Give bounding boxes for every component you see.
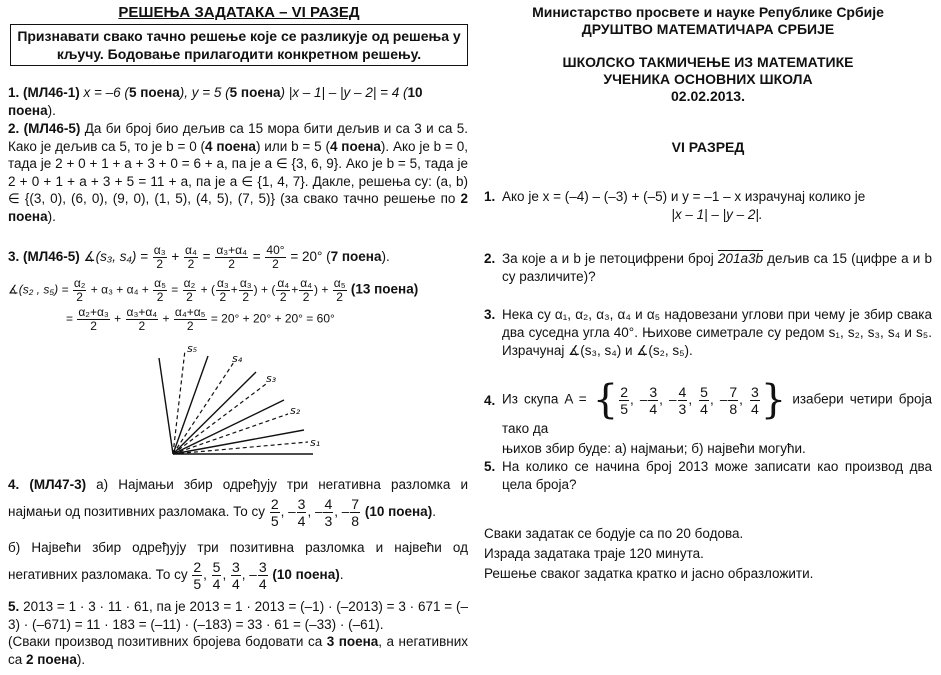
five-digit-number: 201a3b <box>717 251 763 266</box>
grade-title: VI РАЗРЕД <box>671 139 745 155</box>
label-s4: s₄ <box>232 352 243 365</box>
exam-footer: Сваки задатак се бодује са по 20 бодова. Израда задатака траје 120 минута. Решење сваког задатка кратко и јасно образложити. <box>484 526 814 581</box>
set-brace-open: { <box>592 377 619 423</box>
exam-date: 02.02.2013. <box>671 88 745 104</box>
solution-4b-fractions: $\frac{2}{5}$ , $\frac{5}{4}$ , $\frac{3}{4}$ , – $\frac{3}{4}$ <box>193 559 267 592</box>
label-s1: s₁ <box>310 436 321 449</box>
task-2: 2. За које a и b је петоцифрени број 201a3b дељив са 15 (цифре a и b су различите)? <box>484 251 932 284</box>
solution-4: 4. (МЛ47-3) а) Најмањи збир одређују три негативна разломка и најмањи од позитивних разломака. То су $\frac{2}{5}$ , – $\frac{3}{4}$ , – $\frac{4}{3}$ , – $\frac{7}{8}$ (10 поена). б) Највећи збир одређују три позитивна разломка и највећи од негативних разломака. То су $\frac{2}{5}$ , $\frac{5}{4}$ , $\frac{3}{4}$ , – $\frac{3}{4}$ (10 поена). <box>8 477 468 592</box>
students-title: УЧЕНИКА ОСНОВНИХ ШКОЛА <box>603 71 813 87</box>
frac-40-2: $\frac{40^\circ}{2}$ <box>266 243 285 271</box>
solution-2: 2. (МЛ46-5) Да би број био дељив са 15 мора бити дељив и са 3 и са 5. Како је дељив са 5, то је b = 0 (4 поена) или b = 5 (4 поена). Ако је b = 0, тада је 2 + 0 + 1 + a + 3 + 0 = 6 + a, па је a ∈ {3, 6, 9}. Ако је b = 5, тада је 2 + 0 + 1 + a + 3 + 5 = 11 + a, па је a ∈ {1, 4, 7}. Дакле, решења су: (a, b) ∈ {(3, 0), (6, 0), (9, 0), (1, 5), (4, 5), (7, 5)} (за свако тачно решење по 2 поена). <box>8 121 468 224</box>
fraction: $\frac{2}{5}$ <box>620 383 629 417</box>
fraction: $\frac{3}{4}$ <box>258 559 267 592</box>
competition-title: ШКОЛСКО ТАКМИЧЕЊЕ ИЗ МАТЕМАТИКЕ <box>562 54 854 70</box>
solution-3 <box>8 244 468 333</box>
fraction: $\frac{3}{4}$ <box>231 559 240 592</box>
label-s5: s₅ <box>187 342 198 355</box>
ministry-name: Министарство просвете и науке Републике Србије <box>532 4 884 20</box>
fraction: $\frac{5}{4}$ <box>212 559 221 592</box>
task-1: 1. Ако је x = (–4) – (–3) + (–5) и y = –1 – x израчунај колико је |x – 1| – |y – 2|. <box>484 189 866 222</box>
society-name: ДРУШТВО МАТЕМАТИЧАРА СРБИЈЕ <box>581 21 835 37</box>
fraction: $\frac{7}{8}$ <box>351 496 360 529</box>
fraction: $\frac{5}{4}$ <box>700 383 708 417</box>
label-s2: s₂ <box>290 404 301 417</box>
angle-bisectors-figure <box>148 342 348 460</box>
set-fractions: $\frac{2}{5}$ , – $\frac{3}{4}$ , – $\frac{4}{3}$ , $\frac{5}{4}$ , – $\frac{7}{8}$ , $\frac{3}{4}$ <box>620 383 759 417</box>
solutions-column <box>8 0 470 667</box>
frac-a3a4-2: $\frac{\text{α₃+α₄}}{2}$ <box>216 243 247 271</box>
solution-1: 1. (МЛ46-1) x = –6 (5 поена), y = 5 (5 поена) |x – 1| – |y – 2| = 4 (10 поена). <box>8 85 423 118</box>
label-s3: s₃ <box>266 372 277 385</box>
set-brace-close: } <box>760 377 787 423</box>
solution-3-line-2: ∡(s₂ , s₅) = $\frac{\text{α₂}}{2}$ + α₃ + α₄ + $\frac{\text{α₅}}{2}$ = $\frac{\text{α₂}}{2}$ + ( $\frac{\text{α₃}}{2}$ + $\frac{\text{α₃}}{2}$ ) + ( $\frac{\text{α₄}}{2}$ + $\frac{\text{α₄}}{2}$ ) + $\frac{\text{α₅}}{2}$ (13 поена) <box>8 276 419 304</box>
grading-note: Признавати свако тачно решење које се разликује од решења у кључу. Бодовање прилагодити конкретном решењу. <box>10 24 468 66</box>
task-5: 5. На колико се начина број 2013 може записати као производ два цела броја? <box>484 459 932 492</box>
frac-a4-2: $\frac{\text{α₄}}{2}$ <box>185 243 197 271</box>
exam-header <box>484 4 932 156</box>
task-3: 3. Нека су α₁, α₂, α₃, α₄ и α₅ надовезани углови при чему је збир свака два суседна угла 40°. Њихове симетрале су редом s₁, s₂, s₃, s₄ и s₅. Израчунај ∡(s₃, s₄) и ∡(s₂, s₅). <box>484 307 932 358</box>
fraction: $\frac{7}{8}$ <box>729 383 738 417</box>
solution-3-line-1: 3. (МЛ46-5) ∡(s₃, s₄) = $\frac{\text{α₃}}{2}$ + $\frac{\text{α₄}}{2}$ = $\frac{\text{α₃+α₄}}{2}$ = $\frac{40^\circ}{2}$ = 20° (7 поена). <box>8 243 390 271</box>
frac-a3-2: $\frac{\text{α₃}}{2}$ <box>153 243 166 271</box>
solutions-heading: РЕШЕЊА ЗАДАТАКА – VI РАЗЕД <box>118 4 360 21</box>
solution-5: 5. 2013 = 1 · 3 · 11 · 61, па је 2013 = 1 · 2013 = (–1) · (–2013) = 3 · 671 = (–3) · (–671) = 11 · 183 = (–11) · (–183) = 33 · 61 = (–33) · (–61). (Сваки производ позитивних бројева бодовати са 3 поена, а негативних са 2 поена). <box>8 599 468 667</box>
fraction: $\frac{3}{4}$ <box>750 383 759 417</box>
fraction: $\frac{4}{3}$ <box>324 496 333 529</box>
fraction: $\frac{4}{3}$ <box>678 383 687 417</box>
task-4: 4. Из скупа A = { $\frac{2}{5}$ , – $\frac{3}{4}$ , – $\frac{4}{3}$ , $\frac{5}{4}$ , – $\frac{7}{8}$ , $\frac{3}{4}$ } изабери четири броја тако да њихов збир буде: а) најмањи; б) највећи могући. <box>484 377 932 456</box>
fraction: $\frac{3}{4}$ <box>649 383 658 417</box>
solution-4a-fractions: $\frac{2}{5}$ , – $\frac{3}{4}$ , – $\frac{4}{3}$ , – $\frac{7}{8}$ <box>270 496 360 529</box>
fraction: $\frac{2}{5}$ <box>193 559 202 592</box>
solution-3-line-3: = $\frac{\text{α₂+α₃}}{2}$ + $\frac{\text{α₃+α₄}}{2}$ + $\frac{\text{α₄+α₅}}{2}$ = 20° + 20° + 20° = 60° <box>66 305 335 333</box>
fraction: $\frac{3}{4}$ <box>297 496 306 529</box>
fraction: $\frac{2}{5}$ <box>270 496 279 529</box>
